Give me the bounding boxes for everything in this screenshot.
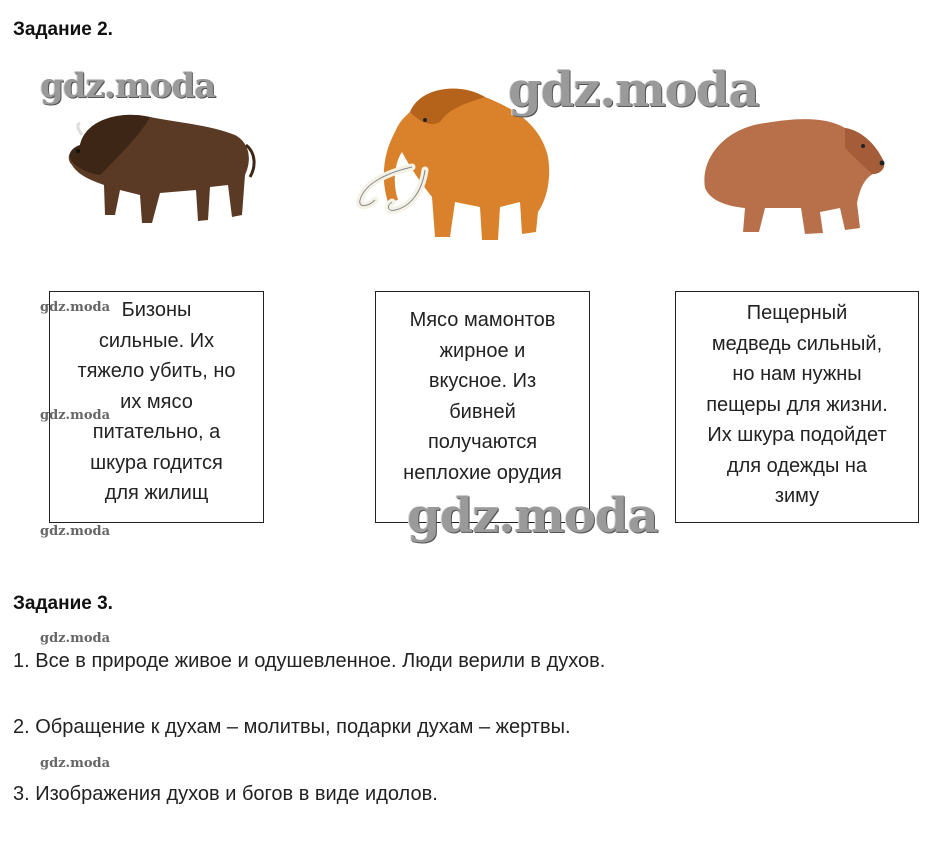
bear-answer-box xyxy=(675,291,919,523)
list-item: 3. Изображения духов и богов в виде идолов. xyxy=(13,783,438,805)
watermark: gdz.moda xyxy=(40,756,111,771)
watermark: gdz.moda xyxy=(40,524,111,539)
box-line: пещеры для жизни. xyxy=(706,393,888,416)
box-line: неплохие орудия xyxy=(403,461,562,484)
box-line: жирное и xyxy=(439,339,526,362)
box-line: сильные. Их xyxy=(98,329,215,352)
box-line: для жилищ xyxy=(104,482,209,504)
watermark: gdz.moda xyxy=(508,62,759,118)
box-line: Пещерный xyxy=(746,302,848,324)
bear-illustration xyxy=(695,108,890,238)
box-line: Мясо мамонтов xyxy=(409,309,556,331)
watermark: gdz.moda xyxy=(40,408,111,423)
box-line: но нам нужны xyxy=(732,363,862,385)
box-line: шкура годится xyxy=(90,451,223,474)
bison-illustration xyxy=(60,105,260,230)
watermark: gdz.moda xyxy=(40,66,216,106)
box-line: получаются xyxy=(427,431,538,453)
watermark: gdz.moda xyxy=(40,631,111,646)
box-line: Бизоны xyxy=(121,299,192,321)
bison-answer-box xyxy=(49,291,264,523)
task3-heading: Задание 3. xyxy=(13,593,113,614)
box-line: для одежды на xyxy=(726,454,868,477)
task2-heading: Задание 2. xyxy=(13,19,113,40)
box-line: их мясо xyxy=(120,390,193,413)
box-line: питательно, а xyxy=(92,421,221,443)
box-line: тяжело убить, но xyxy=(77,360,236,382)
watermark: gdz.moda xyxy=(40,300,111,315)
list-item: 1. Все в природе живое и одушевленное. Люди верили в духов. xyxy=(13,650,606,672)
box-line: вкусное. Из xyxy=(428,370,537,392)
list-item: 2. Обращение к духам – молитвы, подарки духам – жертвы. xyxy=(13,716,571,738)
box-line: зиму xyxy=(774,485,820,507)
watermark: gdz.moda xyxy=(407,488,658,544)
box-line: Их шкура подойдет xyxy=(707,424,887,446)
box-line: бивней xyxy=(449,400,516,423)
box-line: медведь сильный, xyxy=(711,332,883,355)
